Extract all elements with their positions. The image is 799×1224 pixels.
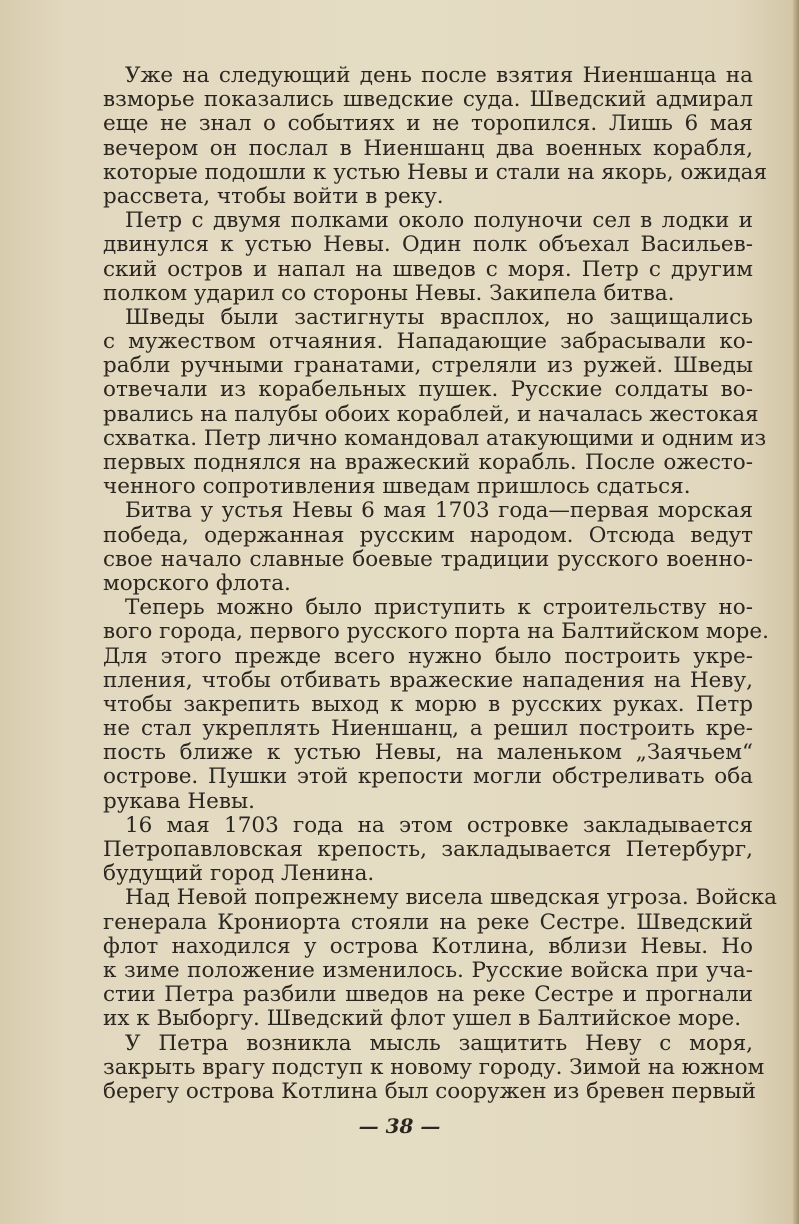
- text-line: пость ближе к устью Невы, на маленьком „Заячьем“: [103, 740, 753, 766]
- text-line: ский остров и напал на шведов с моря. Петр с другим: [103, 256, 753, 282]
- text-line: Для этого прежде всего нужно было построить укре-: [103, 643, 753, 669]
- text-line: схватка. Петр лично командовал атакующими и одним из: [103, 425, 767, 451]
- text-line: морского флота.: [103, 570, 291, 596]
- text-line: с мужеством отчаяния. Нападающие забрасывали ко-: [103, 329, 753, 355]
- text-line: пления, чтобы отбивать вражеские нападения на Неву,: [103, 667, 753, 693]
- page-number: — 38 —: [358, 1114, 441, 1138]
- text-line: рассвета, чтобы войти в реку.: [103, 183, 444, 209]
- text-line: еще не знал о событиях и не торопился. Лишь 6 мая: [103, 111, 753, 137]
- text-line: флот находился у острова Котлина, вблизи Невы. Но: [103, 933, 753, 959]
- text-line: их к Выборгу. Шведский флот ушел в Балтийское море.: [103, 1006, 742, 1032]
- text-line: стии Петра разбили шведов на реке Сестре и прогнали: [103, 982, 753, 1008]
- text-line: рвались на палубы обоих кораблей, и началась жестокая: [103, 401, 759, 427]
- text-line: не стал укреплять Ниеншанц, а решил построить кре-: [103, 716, 753, 742]
- text-line: генерала Крониорта стояли на реке Сестре. Шведский: [103, 909, 753, 935]
- text-line: полком ударил со стороны Невы. Закипела битва.: [103, 280, 675, 306]
- text-line: рабли ручными гранатами, стреляли из ружей. Шведы: [103, 353, 753, 379]
- text-line: 16 мая 1703 года на этом островке закладывается: [125, 812, 753, 838]
- text-line: ченного сопротивления шведам пришлось сдаться.: [103, 474, 691, 500]
- text-line: Шведы были застигнуты врасплох, но защищались: [125, 304, 753, 330]
- text-line: Над Невой попрежнему висела шведская угроза. Войска: [125, 885, 777, 911]
- text-line: свое начало славные боевые традиции русского военно-: [103, 546, 753, 572]
- text-line: закрыть врагу подступ к новому городу. Зимой на южном: [103, 1054, 765, 1080]
- text-line: Уже на следующий день после взятия Ниеншанца на: [125, 63, 753, 88]
- text-line: Петропавловская крепость, закладывается Петербург,: [103, 837, 753, 862]
- text-line: Битва у устья Невы 6 мая 1703 года—первая морская: [125, 498, 753, 524]
- text-line: Теперь можно было приступить к строительству но-: [125, 595, 753, 621]
- text-line: берегу острова Котлина был сооружен из бревен первый: [103, 1078, 756, 1104]
- body-text: [103, 63, 777, 1104]
- text-line: к зиме положение изменилось. Русские войска при уча-: [103, 957, 753, 983]
- text-line: победа, одержанная русским народом. Отсюда ведут: [103, 522, 753, 548]
- text-line: будущий город Ленина.: [103, 861, 375, 887]
- text-line: острове. Пушки этой крепости могли обстреливать оба: [103, 764, 753, 790]
- text-line: чтобы закрепить выход к морю в русских руках. Петр: [103, 691, 753, 717]
- text-line: У Петра возникла мысль защитить Неву с моря,: [125, 1030, 753, 1056]
- text-line: вого города, первого русского порта на Балтийском море.: [103, 619, 769, 645]
- text-line: двинулся к устью Невы. Один полк объехал Васильев-: [103, 232, 753, 258]
- text-line: первых поднялся на вражеский корабль. После ожесто-: [103, 450, 753, 475]
- text-line: вечером он послал в Ниеншанц два военных корабля,: [103, 135, 753, 161]
- text-line: которые подошли к устью Невы и стали на якорь, ожидая: [103, 159, 768, 185]
- text-line: рукава Невы.: [103, 788, 255, 814]
- text-line: взморье показались шведские суда. Шведский адмирал: [103, 87, 753, 113]
- text-line: Петр с двумя полками около полуночи сел в лодки и: [125, 208, 753, 234]
- page-edge: [793, 0, 799, 1224]
- text-line: отвечали из корабельных пушек. Русские солдаты во-: [103, 377, 753, 403]
